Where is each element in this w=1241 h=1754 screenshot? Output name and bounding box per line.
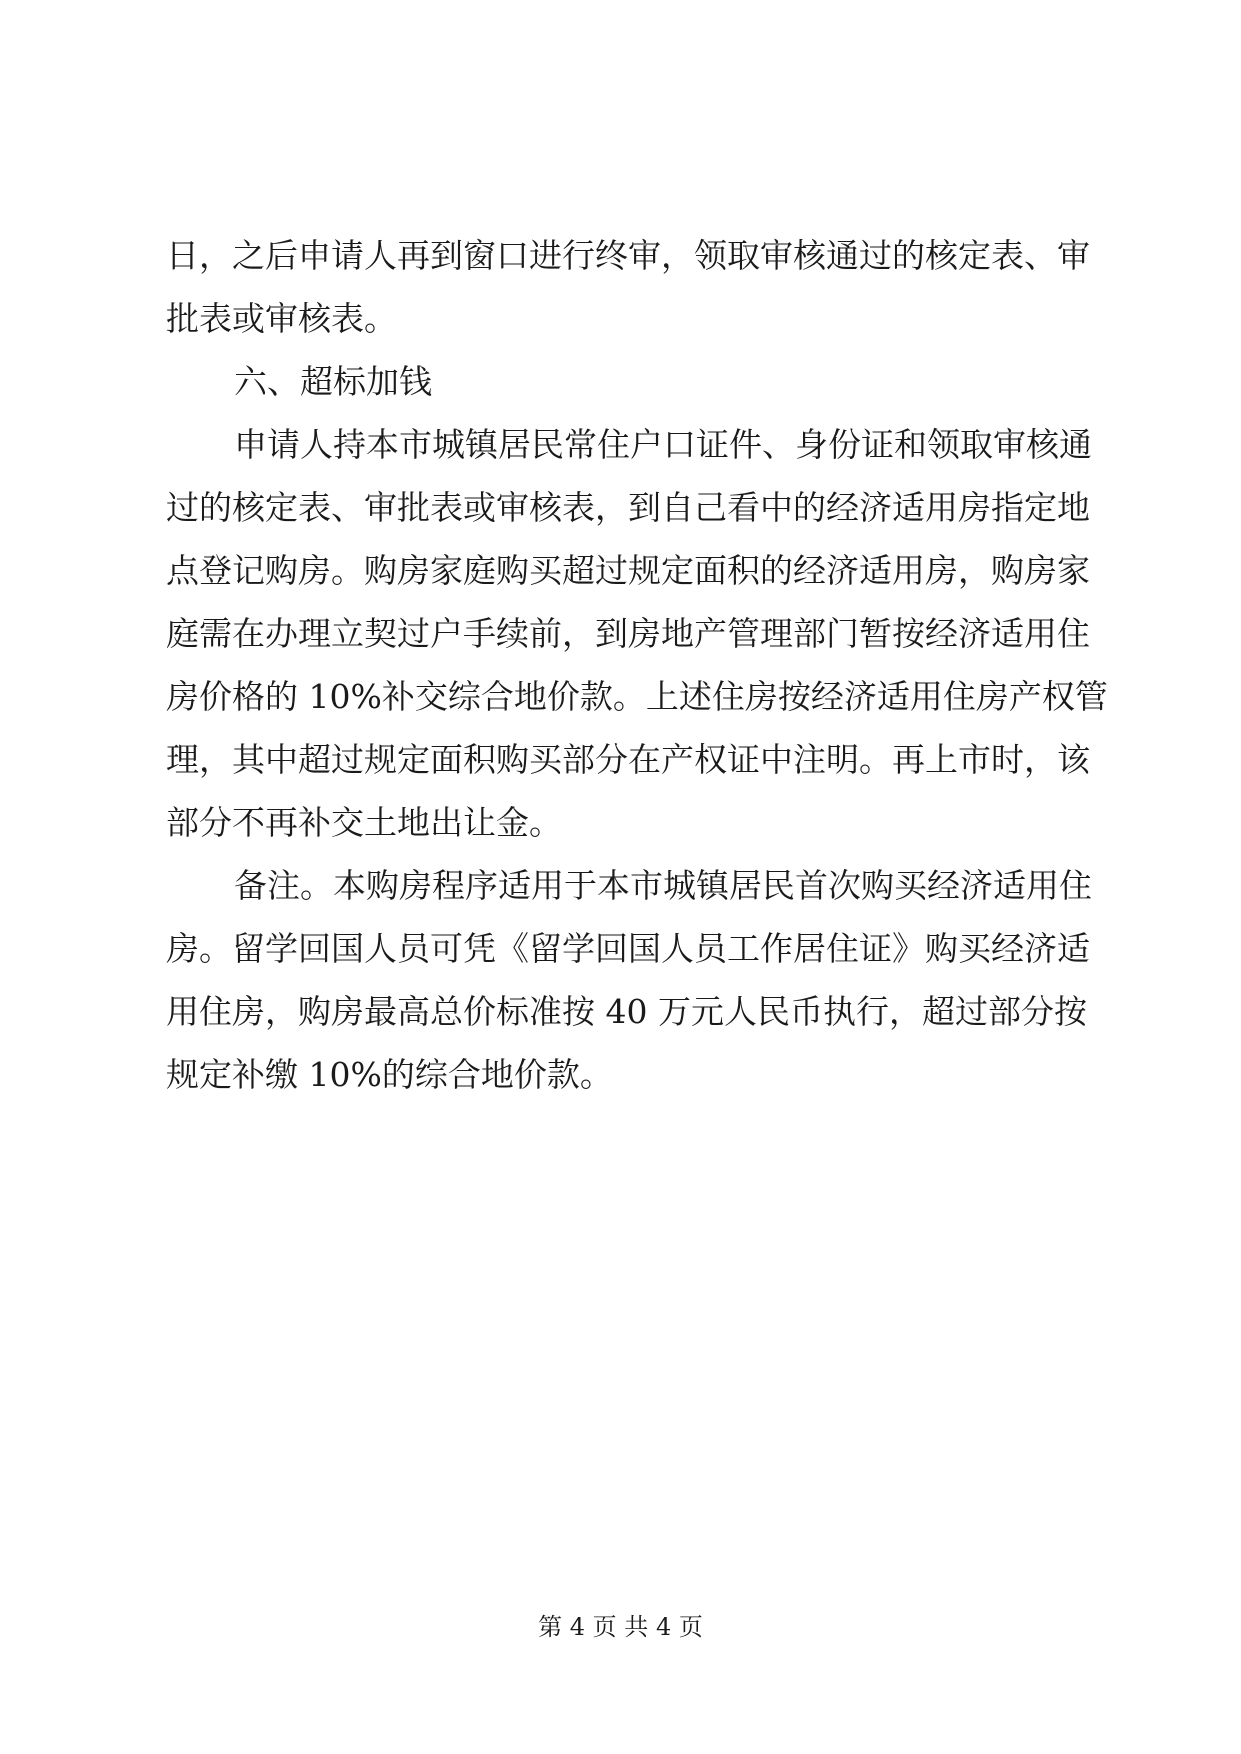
body-line: 备注。本购房程序适用于本市城镇居民首次购买经济适用住: [234, 866, 1092, 905]
section-heading: 六、超标加钱: [234, 362, 432, 401]
body-line: 房价格的 10%补交综合地价款。上述住房按经济适用住房产权管: [166, 677, 1108, 716]
body-line: 规定补缴 10%的综合地价款。: [166, 1055, 613, 1094]
body-line: 房。留学回国人员可凭《留学回国人员工作居住证》购买经济适: [166, 929, 1090, 968]
body-text: [166, 224, 1108, 1106]
body-line: 日，之后申请人再到窗口进行终审，领取审核通过的核定表、审: [166, 236, 1090, 275]
body-line: 申请人持本市城镇居民常住户口证件、身份证和领取审核通: [234, 425, 1092, 464]
body-line: 部分不再补交土地出让金。: [166, 803, 562, 842]
body-line: 批表或审核表。: [166, 299, 397, 338]
body-line: 用住房，购房最高总价标准按 40 万元人民币执行，超过部分按: [166, 992, 1087, 1031]
body-line: 点登记购房。购房家庭购买超过规定面积的经济适用房，购房家: [166, 551, 1090, 590]
page-number-footer: 第 4 页 共 4 页: [538, 1613, 703, 1641]
body-line: 庭需在办理立契过户手续前，到房地产管理部门暂按经济适用住: [166, 614, 1090, 653]
body-line: 理，其中超过规定面积购买部分在产权证中注明。再上市时，该: [166, 740, 1090, 779]
body-line: 过的核定表、审批表或审核表，到自己看中的经济适用房指定地: [166, 488, 1090, 527]
